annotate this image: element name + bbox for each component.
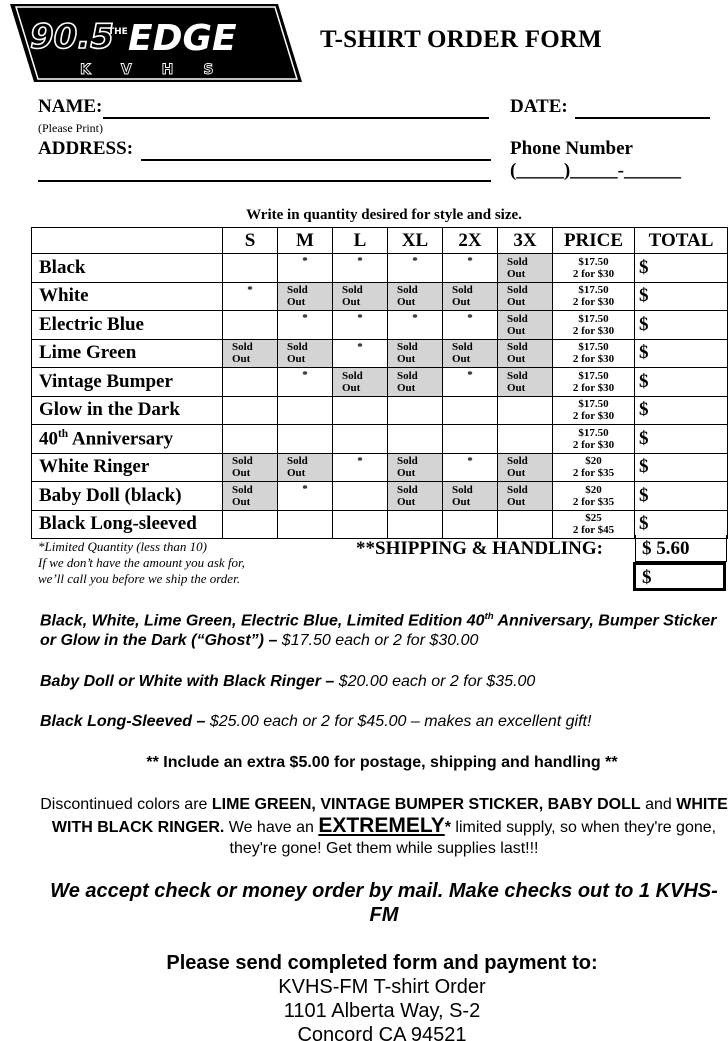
style-name: Electric Blue <box>32 311 223 340</box>
style-name: Baby Doll (black) <box>32 482 223 511</box>
phone-field[interactable]: (_____)_____-______ <box>510 160 681 181</box>
style-name: Vintage Bumper <box>32 368 223 397</box>
price-pair: 2 for $30 <box>572 381 615 394</box>
quantity-cell[interactable] <box>223 311 278 340</box>
address-label: ADDRESS: <box>38 138 134 159</box>
date-label: DATE: <box>510 96 568 117</box>
table-row <box>32 368 728 397</box>
price-single: $20 <box>585 483 602 496</box>
address-field-line1[interactable] <box>141 159 491 161</box>
total-cell[interactable]: $ <box>635 510 728 539</box>
price-pair: 2 for $30 <box>572 296 615 309</box>
style-name: White <box>32 282 223 311</box>
price-cell <box>553 254 635 283</box>
quantity-cell[interactable]: * <box>278 368 333 397</box>
quantity-cell[interactable]: * <box>333 453 388 482</box>
p2-bold: Baby Doll or White with Black Ringer – <box>40 673 335 690</box>
quantity-cell[interactable]: * <box>388 254 443 283</box>
quantity-cell[interactable] <box>498 425 553 454</box>
column-header: 2X <box>443 228 498 254</box>
phone-label: Phone Number <box>510 138 633 159</box>
sold-out-cell: Sold Out <box>498 339 553 368</box>
pricing-longsleeve <box>40 713 591 731</box>
sold-out-cell: Sold Out <box>388 482 443 511</box>
column-header <box>32 228 223 254</box>
style-name: White Ringer <box>32 453 223 482</box>
sold-out-cell: Sold Out <box>498 368 553 397</box>
sold-out-cell: Sold Out <box>278 282 333 311</box>
price-pair: 2 for $45 <box>572 524 615 537</box>
quantity-cell[interactable]: * <box>443 453 498 482</box>
style-name: Glow in the Dark <box>32 396 223 425</box>
order-table <box>31 227 728 539</box>
sold-out-cell: Sold Out <box>223 482 278 511</box>
print-note: (Please Print) <box>38 121 103 135</box>
price-single: $17.50 <box>578 426 609 439</box>
total-cell[interactable]: $ <box>635 254 728 283</box>
sold-out-cell: Sold Out <box>388 453 443 482</box>
price-pair: 2 for $30 <box>572 324 615 337</box>
instruction: Write in quantity desired for style and size. <box>246 207 522 223</box>
quantity-cell[interactable]: * <box>443 368 498 397</box>
price-single: $20 <box>585 455 602 468</box>
quantity-cell[interactable]: * <box>388 311 443 340</box>
price-pair: 2 for $30 <box>572 410 615 423</box>
p3-rest: $25.00 each or 2 for $45.00 – makes an excellent gift! <box>205 713 592 730</box>
address-field-line2[interactable] <box>38 180 491 182</box>
shipping-note: ** Include an extra $5.00 for postage, shipping and handling ** <box>146 754 618 771</box>
style-name: Lime Green <box>32 339 223 368</box>
price-cell <box>553 311 635 340</box>
sold-out-cell: Sold Out <box>333 368 388 397</box>
sold-out-cell: Sold Out <box>498 453 553 482</box>
pricing-ringer <box>40 673 535 691</box>
table-row <box>32 396 728 425</box>
logo-station: KVHS <box>80 62 244 78</box>
pricing-standard <box>40 607 728 651</box>
quantity-cell[interactable] <box>498 510 553 539</box>
quantity-cell[interactable] <box>223 396 278 425</box>
quantity-cell[interactable]: * <box>333 339 388 368</box>
p5-d: WHITE WITH BLACK RINGER. <box>51 796 728 836</box>
form-title: T-SHIRT ORDER FORM <box>320 26 602 53</box>
quantity-cell[interactable]: * <box>443 254 498 283</box>
price-cell <box>553 368 635 397</box>
quantity-cell[interactable] <box>278 425 333 454</box>
p3-bold: Black Long-Sleeved – <box>40 713 206 730</box>
total-cell[interactable]: $ <box>635 453 728 482</box>
quantity-cell[interactable] <box>333 482 388 511</box>
price-single: $17.50 <box>578 284 609 297</box>
price-single: $17.50 <box>578 398 609 411</box>
logo-word: EDGE <box>128 18 237 59</box>
quantity-cell[interactable] <box>223 254 278 283</box>
price-cell <box>553 282 635 311</box>
sold-out-cell: Sold Out <box>498 311 553 340</box>
table-row <box>32 453 728 482</box>
p1-rest: $17.50 each or 2 for $30.00 <box>277 632 479 650</box>
price-pair: 2 for $30 <box>572 438 615 451</box>
sold-out-cell: Sold Out <box>498 482 553 511</box>
sold-out-cell: Sold Out <box>388 368 443 397</box>
style-name: Black <box>32 254 223 283</box>
total-cell[interactable]: $ <box>635 425 728 454</box>
shipping-label: **SHIPPING & HANDLING: <box>356 538 604 559</box>
price-single: $25 <box>585 512 602 525</box>
price-cell <box>553 339 635 368</box>
limited-note <box>38 539 245 587</box>
p5-b: LIME GREEN, VINTAGE BUMPER STICKER, BABY DOLL <box>211 796 641 813</box>
mailing-address <box>0 951 728 1041</box>
discontinued-note <box>40 794 728 859</box>
sold-out-cell: Sold Out <box>443 482 498 511</box>
sold-out-cell: Sold Out <box>443 282 498 311</box>
p5-f: EXTREMELY <box>318 814 445 837</box>
sold-out-cell: Sold Out <box>498 282 553 311</box>
p1-bold-b: Anniversary, Bumper Sticker or Glow in the Dark (“Ghost”) – <box>40 612 717 650</box>
price-single: $17.50 <box>578 312 609 325</box>
price-single: $17.50 <box>578 341 609 354</box>
mail-line2: 1101 Alberta Way, S-2 <box>283 1000 481 1022</box>
sold-out-cell: Sold Out <box>223 339 278 368</box>
quantity-cell[interactable] <box>333 510 388 539</box>
date-field[interactable] <box>575 117 710 119</box>
style-name <box>32 425 223 454</box>
price-pair: 2 for $30 <box>572 353 615 366</box>
quantity-cell[interactable] <box>388 396 443 425</box>
quantity-cell[interactable]: * <box>278 482 333 511</box>
table-row <box>32 482 728 511</box>
p5-e: We have an <box>224 819 319 836</box>
mail-line3: Concord CA 94521 <box>297 1024 467 1041</box>
style-name: Black Long-sleeved <box>32 510 223 539</box>
quantity-cell[interactable] <box>388 425 443 454</box>
quantity-cell[interactable] <box>278 510 333 539</box>
column-header: TOTAL <box>635 228 728 254</box>
p5-a: Discontinued colors are <box>40 796 212 813</box>
quantity-cell[interactable] <box>223 510 278 539</box>
sold-out-cell: Sold Out <box>278 453 333 482</box>
column-header: M <box>278 228 333 254</box>
quantity-cell[interactable]: * <box>333 254 388 283</box>
mail-line1: KVHS-FM T-shirt Order <box>278 976 486 998</box>
p1-bold-a: Black, White, Lime Green, Electric Blue, Limited Edition 40 <box>40 612 485 630</box>
price-cell <box>553 482 635 511</box>
price-pair: 2 for $35 <box>572 495 615 508</box>
p5-g: * <box>444 819 451 836</box>
total-cell[interactable]: $ <box>635 396 728 425</box>
table-row <box>32 425 728 454</box>
quantity-cell[interactable] <box>443 510 498 539</box>
quantity-cell[interactable]: * <box>278 254 333 283</box>
price-cell <box>553 396 635 425</box>
limited-note-line2: If we don’t have the amount you ask for, <box>38 555 245 570</box>
table-row <box>32 339 728 368</box>
limited-note-line1: *Limited Quantity (less than 10) <box>38 539 207 554</box>
total-cell[interactable]: $ <box>635 282 728 311</box>
name-field[interactable] <box>103 117 489 119</box>
quantity-cell[interactable] <box>333 396 388 425</box>
payment-note: We accept check or money order by mail. Make checks out to 1 KVHS-FM <box>50 880 718 926</box>
price-single: $17.50 <box>578 369 609 382</box>
quantity-cell[interactable] <box>388 510 443 539</box>
p1-sup: th <box>484 611 494 622</box>
sold-out-cell: Sold Out <box>278 339 333 368</box>
sold-out-cell: Sold Out <box>388 339 443 368</box>
table-row <box>32 282 728 311</box>
quantity-cell[interactable]: * <box>443 311 498 340</box>
shipping-amount: $ 5.60 <box>635 535 727 562</box>
style-name-num: 40 <box>39 427 58 449</box>
table-row <box>32 311 728 340</box>
sold-out-cell: Sold Out <box>443 339 498 368</box>
total-cell[interactable]: $ <box>635 368 728 397</box>
p5-c: and <box>640 796 677 813</box>
p5-h: limited supply, so when they're gone, they're gone! Get them while supplies last!!! <box>229 819 717 857</box>
table-header-row <box>32 228 728 254</box>
column-header: 3X <box>498 228 553 254</box>
table-row <box>32 510 728 539</box>
price-pair: 2 for $35 <box>572 467 615 480</box>
price-single: $17.50 <box>578 255 609 268</box>
logo-small: THE <box>108 27 128 37</box>
quantity-cell[interactable]: * <box>278 311 333 340</box>
sold-out-cell: Sold Out <box>333 282 388 311</box>
quantity-cell[interactable] <box>223 425 278 454</box>
column-header: PRICE <box>553 228 635 254</box>
mail-title: Please send completed form and payment to: <box>166 952 598 974</box>
total-cell[interactable]: $ <box>635 339 728 368</box>
quantity-cell[interactable] <box>333 425 388 454</box>
price-cell <box>553 453 635 482</box>
column-header: XL <box>388 228 443 254</box>
quantity-cell[interactable]: * <box>333 311 388 340</box>
total-cell[interactable]: $ <box>635 311 728 340</box>
column-header: S <box>223 228 278 254</box>
price-cell <box>553 425 635 454</box>
p2-rest: $20.00 each or 2 for $35.00 <box>334 673 536 690</box>
quantity-cell[interactable] <box>443 396 498 425</box>
quantity-cell[interactable]: * <box>223 282 278 311</box>
quantity-cell[interactable] <box>223 368 278 397</box>
grand-total-field[interactable]: $ <box>633 562 726 591</box>
logo-number: 90.5 <box>30 17 114 57</box>
station-logo <box>10 4 302 82</box>
sold-out-cell: Sold Out <box>223 453 278 482</box>
limited-note-line3: we’ll call you before we ship the order. <box>38 571 240 586</box>
quantity-cell[interactable] <box>443 425 498 454</box>
column-header: L <box>333 228 388 254</box>
price-pair: 2 for $30 <box>572 267 615 280</box>
quantity-cell[interactable] <box>498 396 553 425</box>
name-label: NAME: <box>38 96 103 117</box>
table-row <box>32 254 728 283</box>
sold-out-cell: Sold Out <box>388 282 443 311</box>
sold-out-cell: Sold Out <box>498 254 553 283</box>
style-name-sup: th <box>58 427 69 440</box>
total-cell[interactable]: $ <box>635 482 728 511</box>
price-cell <box>553 510 635 539</box>
quantity-cell[interactable] <box>278 396 333 425</box>
style-name-rest: Anniversary <box>68 427 174 449</box>
